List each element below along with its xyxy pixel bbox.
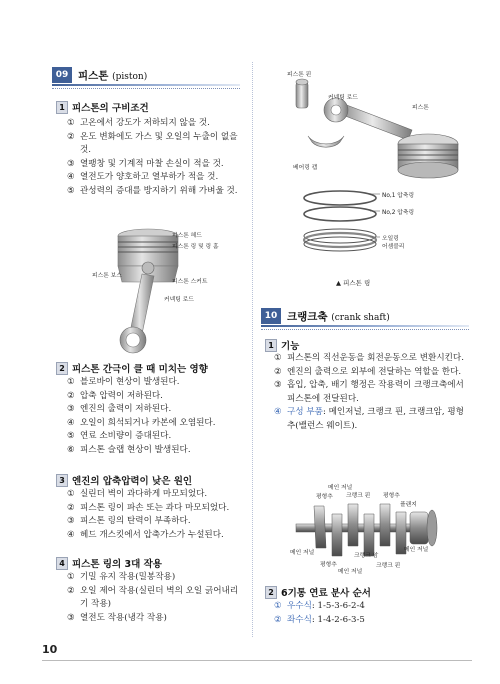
label-main-journal-bottom: 메인 저널 bbox=[338, 569, 363, 575]
subsection-1-header bbox=[265, 338, 299, 352]
label-no2-compression-ring: No,2 압축링 bbox=[382, 210, 415, 216]
label-connecting-rod: 커넥팅 로드 bbox=[328, 95, 358, 101]
section-number: 10 bbox=[261, 308, 281, 324]
section-title-en: (crank shaft) bbox=[331, 312, 390, 323]
subsection-number: 3 bbox=[56, 474, 68, 487]
piston-clearance-effects-list bbox=[67, 376, 242, 458]
label-connecting-rod: 커넥팅 로드 bbox=[164, 297, 194, 303]
list-item: ⑤ 연료 소비량이 증대된다. bbox=[67, 431, 172, 442]
list-item: ④ 열전도가 양호하고 열부하가 적을 것. bbox=[67, 172, 219, 183]
label-flange: 플랜지 bbox=[400, 502, 417, 508]
firing-order-list bbox=[274, 600, 464, 627]
label-bearing-cap: 베어링 캡 bbox=[293, 165, 318, 171]
section-09-underline bbox=[52, 84, 240, 86]
footer-rule bbox=[42, 660, 472, 661]
list-item: ③ 피스톤 링의 탄력이 부족하다. bbox=[67, 516, 191, 527]
list-item: ④ 구성 부품: 메인저널, 크랭크 핀, 크랭크암, 평형추(밸런스 웨이트). bbox=[274, 407, 464, 431]
label-oil-ring-assembly: 어셈블리 bbox=[382, 244, 405, 250]
subsection-2-header bbox=[56, 361, 208, 375]
list-item: ① 실린더 벽이 과다하게 마모되었다. bbox=[67, 489, 208, 499]
label-crank-pin-top: 크랭크 핀 bbox=[346, 493, 371, 499]
list-item: ② 피스톤 링이 파손 또는 과다 마모되었다. bbox=[67, 502, 230, 513]
label-main-journal-bottom-right: 메인 저널 bbox=[404, 547, 429, 553]
list-item: ② 좌수식: 1-4-2-6-3-5 bbox=[274, 614, 365, 625]
label-counterweight-bottom: 평형추 bbox=[320, 562, 337, 568]
subsection-4-header bbox=[56, 556, 162, 570]
subsection-3-header bbox=[56, 473, 192, 487]
label-piston: 피스톤 bbox=[412, 105, 429, 111]
section-title-en: (piston) bbox=[112, 71, 148, 82]
low-compression-causes-list bbox=[67, 488, 247, 542]
list-item: ③ 열전도 작용(냉각 작용) bbox=[67, 612, 167, 623]
crankshaft-functions-list bbox=[274, 352, 469, 434]
list-item: ④ 오일이 희석되거나 카본에 오염된다. bbox=[67, 417, 216, 428]
section-09-header bbox=[52, 66, 147, 84]
list-item: ② 압축 압력이 저하된다. bbox=[67, 390, 163, 401]
label-no1-compression-ring: No,1 압축링 bbox=[382, 193, 415, 199]
subsection-title: 피스톤 간극이 클 때 미치는 영향 bbox=[72, 364, 208, 375]
piston-rings-illustration bbox=[300, 184, 380, 274]
piston-requirements-list bbox=[67, 117, 242, 199]
subsection-number: 1 bbox=[265, 339, 277, 352]
list-item: ② 오일 제어 작용(실린더 벽의 오일 긁어내리기 작용) bbox=[67, 585, 239, 610]
subsection-title: 6기통 연료 분사 순서 bbox=[281, 588, 371, 599]
section-10-header bbox=[261, 307, 390, 325]
list-item: ④ 헤드 개스킷에서 압축가스가 누설된다. bbox=[67, 529, 224, 540]
label-oil-ring: 오일링 bbox=[382, 236, 399, 242]
list-item: ③ 엔진의 출력이 저하된다. bbox=[67, 404, 172, 415]
section-title-ko: 피스톤 bbox=[78, 69, 109, 82]
section-title bbox=[287, 309, 390, 324]
list-item: ① 블로바이 현상이 발생된다. bbox=[67, 377, 180, 387]
section-09-dotted-line bbox=[52, 88, 240, 89]
label-main-journal-top: 메인 저널 bbox=[328, 485, 353, 491]
label-piston-ring-groove: 피스톤 링 및 링 홈 bbox=[172, 244, 219, 250]
list-item: ③ 흡입, 압축, 배기 행정은 작용력이 크랭크축에서 피스톤에 전달된다. bbox=[274, 380, 464, 404]
piston-rings-figure bbox=[300, 184, 380, 274]
list-item: ⑥ 피스톤 슬랩 현상이 발생된다. bbox=[67, 444, 191, 455]
list-item: ① 피스톤의 직선운동을 회전운동으로 변환시킨다. bbox=[274, 353, 464, 363]
list-item: ② 온도 변화에도 가스 및 오일의 누출이 없을 것. bbox=[67, 131, 238, 156]
label-main-journal-bottom-left: 메인 저널 bbox=[290, 550, 315, 556]
subsection-number: 2 bbox=[56, 362, 68, 375]
list-item: ③ 열팽창 및 기계적 마찰 손실이 적을 것. bbox=[67, 158, 224, 169]
list-item: ① 고온에서 강도가 저하되지 않을 것. bbox=[67, 118, 210, 128]
list-item: ⑤ 관성력의 증대를 방지하기 위해 가벼울 것. bbox=[67, 185, 238, 196]
label-crank-pin-bottom: 크랭크 핀 bbox=[376, 563, 401, 569]
page-number: 10 bbox=[42, 643, 58, 656]
label-piston-head: 피스톤 헤드 bbox=[172, 233, 202, 239]
label-crank-arm: 크랭크 암 bbox=[354, 553, 379, 559]
list-item: ② 엔진의 출력으로 외부에 전달하는 역할을 한다. bbox=[274, 366, 462, 377]
list-item: ① 우수식: 1-5-3-6-2-4 bbox=[274, 601, 365, 611]
section-number: 09 bbox=[52, 67, 72, 83]
subsection-2-header bbox=[265, 585, 371, 599]
piston-ring-functions-list bbox=[67, 571, 239, 625]
subsection-number: 1 bbox=[56, 101, 68, 114]
subsection-number: 4 bbox=[56, 557, 68, 570]
subsection-title: 피스톤 링의 3대 작용 bbox=[72, 559, 162, 570]
subsection-title: 기능 bbox=[281, 341, 300, 352]
subsection-1-header bbox=[56, 100, 149, 114]
label-counterweight-left: 평형추 bbox=[316, 494, 333, 500]
section-10-dotted-line bbox=[261, 329, 469, 330]
list-item: ① 기밀 유지 작용(밀봉작용) bbox=[67, 572, 176, 582]
column-divider bbox=[252, 62, 253, 637]
section-10-underline bbox=[261, 325, 469, 327]
label-piston-skirt: 피스톤 스커트 bbox=[172, 279, 208, 285]
subsection-title: 피스톤의 구비조건 bbox=[72, 103, 149, 114]
label-piston-boss: 피스톤 보스 bbox=[92, 273, 122, 279]
section-title bbox=[78, 68, 147, 83]
subsection-title: 엔진의 압축압력이 낮은 원인 bbox=[72, 476, 193, 487]
section-title-ko: 크랭크축 bbox=[287, 310, 328, 323]
subsection-number: 2 bbox=[265, 586, 277, 599]
figure-caption: ▲ 피스톤 링 bbox=[336, 279, 371, 287]
label-piston-pin: 피스톤 핀 bbox=[287, 72, 312, 78]
label-counterweight-right: 평형추 bbox=[383, 493, 400, 499]
